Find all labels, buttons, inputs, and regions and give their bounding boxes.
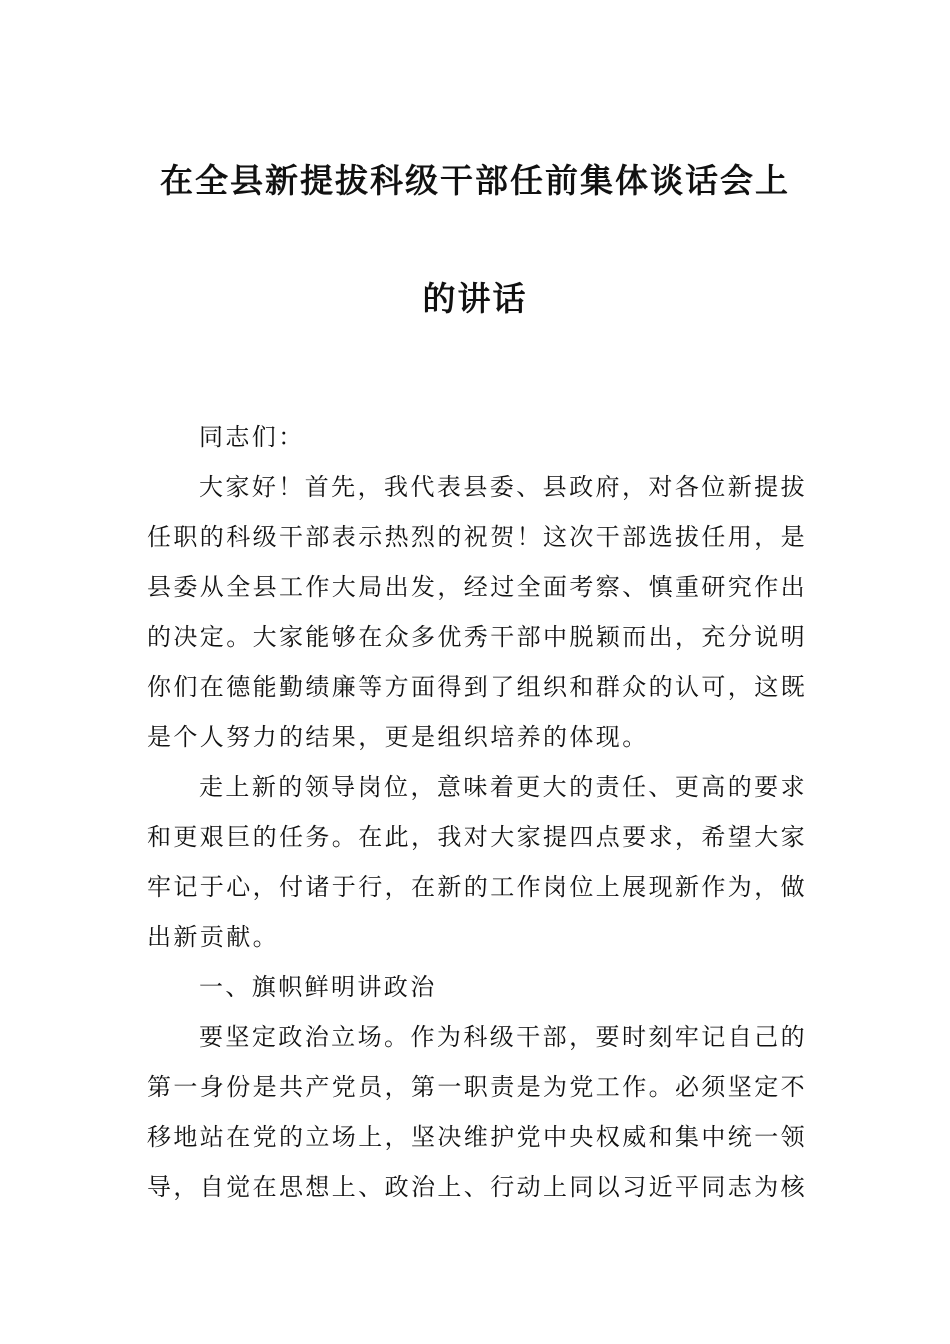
greeting-paragraph: 同志们： <box>199 423 305 451</box>
body-paragraph: 要坚定政治立场。作为科级干部，要时刻牢记自己的第一身份是共产党员，第一职责是为党工作。必须坚定不移地站在党的立场上，坚决维护党中央权威和集中统一领导，自觉在思想上、政治上、行动上同以习近平同志为核 <box>147 1023 807 1201</box>
document-body <box>147 412 807 1212</box>
section-heading: 一、旗帜鲜明讲政治 <box>199 973 437 1001</box>
document-title-line-1: 在全县新提拔科级干部任前集体谈话会上 <box>160 161 790 200</box>
body-paragraph: 走上新的领导岗位，意味着更大的责任、更高的要求和更艰巨的任务。在此，我对大家提四点要求，希望大家牢记于心，付诸于行，在新的工作岗位上展现新作为，做出新贡献。 <box>147 773 807 951</box>
document-title-line-2: 的讲话 <box>422 279 528 318</box>
body-paragraph: 大家好！首先，我代表县委、县政府，对各位新提拔任职的科级干部表示热烈的祝贺！这次干部选拔任用，是县委从全县工作大局出发，经过全面考察、慎重研究作出的决定。大家能够在众多优秀干部中脱颖而出，充分说明你们在德能勤绩廉等方面得到了组织和群众的认可，这既是个人努力的结果，更是组织培养的体现。 <box>147 473 807 751</box>
